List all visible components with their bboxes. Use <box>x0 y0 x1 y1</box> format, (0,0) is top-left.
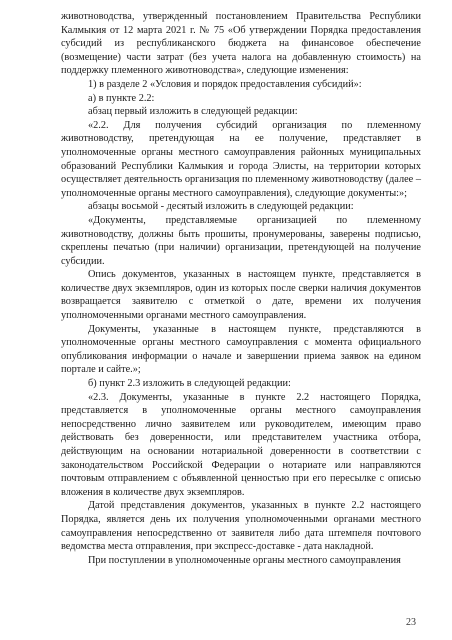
paragraph: «Документы, представляемые организацией по племенному животноводству, должны быть прошиты, пронумерованы, заверены подписью, скреплены печатью (при наличии) организации, претендующей на получение субсидии. <box>61 214 421 267</box>
paragraph: абзацы восьмой - десятый изложить в следующей редакции: <box>88 201 354 213</box>
paragraph: абзац первый изложить в следующей редакции: <box>88 106 298 118</box>
paragraph: «2.3. Документы, указанные в пункте 2.2 настоящего Порядка, представляется в уполномоченные органы местного самоуправления непосредственно лично заявителем или руководителем, имеющим право действовать без доверенности, или представителем участника отбора, действующим на основании нотариальной доверенности в соответствии с законодательством Российской Федерации о нотариате или направляются почтовым отправлением с объявленной ценностью при его пересылке с описью вложения в количестве двух экземпляров. <box>61 391 421 498</box>
paragraph: а) в пункте 2.2: <box>88 92 155 104</box>
paragraph: Документы, указанные в настоящем пункте, представляются в уполномоченные органы местного самоуправления с момента официального опубликования информации о начале и завершении приема заявок на едином портале и сайте.»; <box>61 323 421 376</box>
page-number: 23 <box>406 617 416 628</box>
paragraph: Опись документов, указанных в настоящем пункте, представляется в количестве двух экземпляров, один из которых после сверки наличия документов возвращается заявителю с отметкой о дате, времени их получения уполномоченными органами местного самоуправления. <box>61 269 421 322</box>
paragraph: «2.2. Для получения субсидий организация по племенному животноводству, претендующая на ее получение, представляет в уполномоченные органы местного самоуправления районных муниципальных образований Республики Калмыкия и города Элисты, на территории которых осуществляет деятельность организация по племенному животноводству (далее – уполномоченные органы местного самоуправления), следующие документы:»; <box>61 119 421 199</box>
paragraph: б) пункт 2.3 изложить в следующей редакции: <box>88 378 291 390</box>
document-body <box>61 10 421 567</box>
paragraph: 1) в разделе 2 «Условия и порядок предоставления субсидий»: <box>88 78 362 90</box>
paragraph: Датой представления документов, указанных в пункте 2.2 настоящего Порядка, является день их получения уполномоченными органами местного самоуправления непосредственно от заявителя либо дата штемпеля почтового ведомства места отправления, при экспресс-доставке - дата накладной. <box>61 500 421 553</box>
paragraph: При поступлении в уполномоченные органы местного самоуправления <box>88 554 401 566</box>
paragraph: животноводства, утвержденный постановлением Правительства Республики Калмыкия от 12 марта 2021 г. № 75 «Об утверждении Порядка предоставления субсидий из республиканского бюджета на финансовое обеспечение (возмещение) части затрат (без учета налога на добавленную стоимость) на поддержку племенного животноводства», следующие изменения: <box>61 11 421 77</box>
